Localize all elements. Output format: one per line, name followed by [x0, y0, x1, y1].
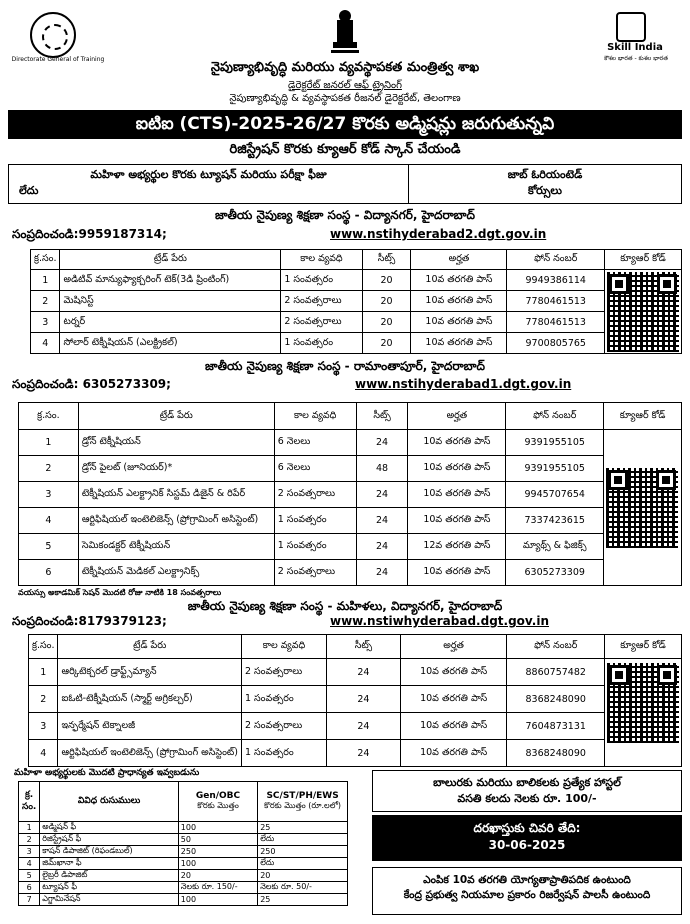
table-row: 1 అడిటివ్ మాన్యుఫ్యాక్చరింగ్ టెక్(3డి ప్రింటింగ్) 1 సంవత్సరం 20 10వ తరగతి పాస్ 9949386114: [31, 270, 682, 291]
institute-1-name: జాతీయ నైపుణ్య శిక్షణా సంస్థ - విద్యానగర్, హైదరాబాద్: [214, 208, 476, 222]
qr-instruction: రిజిస్ట్రేషన్ కొరకు క్యూఆర్ కోడ్ స్కాన్ చేయండి: [229, 142, 461, 157]
table-row: 2 డ్రోన్ పైలట్ (జూనియర్)* 6 నెలలు 48 10వ తరగతి పాస్ 9391955105: [19, 456, 682, 482]
col-duration: కాల వ్యవధి: [281, 250, 362, 270]
national-emblem-icon: [328, 6, 362, 56]
table-row: 3 టర్నర్ 2 సంవత్సరాలు 20 10వ తరగతి పాస్ 7780461513: [31, 312, 682, 333]
dgt-logo: [30, 12, 76, 58]
institute-3-qr-cell: [605, 659, 682, 767]
col-eligibility: అర్హత: [408, 403, 506, 430]
table-row: 4 ఆర్టిఫిషియల్ ఇంటెలిజెన్స్ (ప్రోగ్రామింగ్ అసిస్టెంట్) 1 సంవత్సరం 24 10వ తరగతి పాస్ 7337423615: [19, 508, 682, 534]
col-qr: క్యూఆర్ కోడ్: [605, 250, 682, 270]
col-qr: క్యూఆర్ కోడ్: [604, 403, 682, 430]
regional-directorate: నైపుణ్యాభివృద్ధి & వ్యవస్థాపకత రీజనల్ డైరెక్టరేట్, తెలంగాణ: [229, 93, 461, 104]
col-sno: క్ర.సం.: [19, 403, 79, 430]
fee-col-sc: SC/ST/PH/EWS కొరకు మొత్తం (రూ.లలో): [258, 782, 348, 822]
women-priority-note: మహిళా అభ్యర్థులకు మొదటి ప్రాధాన్యత ఇవ్వబడును: [14, 768, 200, 778]
highlights-box: [8, 164, 682, 204]
table-row: 4 సోలార్ టెక్నీషియన్ (ఎలక్ట్రికల్) 1 సంవత్సరం 20 10వ తరగతి పాస్ 9700805765: [31, 333, 682, 354]
col-phone: ఫోన్ నంబర్: [507, 250, 605, 270]
fee-col-name: వివిధ రుసుములు: [40, 782, 179, 822]
selection-policy-box: ఎంపిక 10వ తరగతి యోగ్యతాప్రాతిపదిక ఉంటుంది కేంద్ర ప్రభుత్వ నియమాల ప్రకారం రిజర్వేషన్ పాలసీ ఉంటుంది: [372, 867, 682, 915]
fee-table: [18, 781, 348, 906]
table-row: 6 టెక్నీషియన్ మెడికల్ ఎలక్ట్రానిక్స్ 2 సంవత్సరాలు 24 10వ తరగతి పాస్ 6305273309: [19, 560, 682, 586]
institute-3-name: జాతీయ నైపుణ్య శిక్షణా సంస్థ - మహిళలు, విద్యానగర్, హైదరాబాద్: [187, 599, 503, 613]
directorate-name: డైరెక్టరేట్ జనరల్ ఆఫ్ ట్రైనింగ్: [288, 80, 402, 91]
col-seats: సీట్స్: [362, 250, 411, 270]
col-seats: సీట్స్: [327, 635, 401, 659]
table-row: 1 డ్రోన్ టెక్నీషియన్ 6 నెలలు 24 10వ తరగతి పాస్ 9391955105: [19, 430, 682, 456]
col-trade: ట్రేడ్ పేరు: [58, 635, 241, 659]
col-phone: ఫోన్ నంబర్: [506, 403, 604, 430]
col-duration: కాల వ్యవధి: [274, 403, 356, 430]
admission-banner: ఐటిఐ (CTS)-2025-26/27 కొరకు అడ్మిషన్లు జరుగుతున్నవి: [8, 110, 682, 139]
table-row: 2 మెషినిస్ట్ 2 సంవత్సరాలు 20 10వ తరగతి పాస్ 7780461513: [31, 291, 682, 312]
dgt-logo-caption: Directorate General of Training: [11, 56, 105, 63]
institute-2-qr-cell: [604, 430, 682, 586]
qr-code-icon[interactable]: [606, 468, 678, 548]
hostel-box: బాలురకు మరియు బాలికలకు ప్రత్యేక హాస్టల్ వసతి కలదు నెలకు రూ. 100/-: [372, 770, 682, 812]
fee-row: 2 రిజిస్ట్రేషన్ ఫీ 50 లేదు: [19, 834, 348, 846]
fee-row: 6 ట్యూషన్ ఫీ నెలకు రూ. 150/- నెలకు రూ. 50/-: [19, 882, 348, 894]
col-sno: క్ర.సం.: [31, 250, 60, 270]
col-eligibility: అర్హత: [400, 635, 507, 659]
fee-row: 7 ఎగ్జామినేషన్ 100 25: [19, 894, 348, 906]
fee-row: 5 లైబ్రరీ డిపాజిట్ 20 20: [19, 870, 348, 882]
fee-col-gen: Gen/OBC కొరకు మొత్తం: [178, 782, 257, 822]
institute-2-name: జాతీయ నైపుణ్య శిక్షణా సంస్థ - రామాంతాపూర్, హైదరాబాద్: [205, 359, 485, 373]
col-eligibility: అర్హత: [411, 250, 507, 270]
institute-2-table: [18, 402, 682, 586]
age-note: వయస్సు అకాడమిక్ సెషన్ మొదటి రోజు నాటికి 18 సంవత్సరాలు: [18, 588, 222, 597]
table-row: 5 సెమికండక్టర్ టెక్నీషియన్ 1 సంవత్సరం 24 12వ తరగతి పాస్ మ్యాథ్స్ & ఫిజిక్స్: [19, 534, 682, 560]
col-qr: క్యూఆర్ కోడ్: [605, 635, 682, 659]
institute-2-url[interactable]: www.nstihyderabad1.dgt.gov.in: [355, 377, 572, 391]
table-row: 1 ఆర్కిటెక్చరల్ డ్రాఫ్ట్స్‌మ్యాన్ 2 సంవత్సరాలు 24 10వ తరగతి పాస్ 8860757482: [29, 659, 682, 686]
women-fee-waiver: మహిళా అభ్యర్థుల కొరకు ట్యూషన్ మరియు పరీక్షా ఫీజు లేదు: [9, 165, 409, 203]
job-oriented-courses: జాబ్ ఓరియంటెడ్ కోర్సులు: [507, 168, 583, 197]
institute-1-url[interactable]: www.nstihyderabad2.dgt.gov.in: [330, 227, 547, 241]
table-row: 3 ఇన్ఫర్మేషన్ టెక్నాలజీ 2 సంవత్సరాలు 24 10వ తరగతి పాస్ 7604873131: [29, 713, 682, 740]
table-row: 3 టెక్నీషియన్ ఎలక్ట్రానిక్ సిస్టమ్ డిజైన్ & రిపేర్ 2 సంవత్సరాలు 24 10వ తరగతి పాస్ 9945707654: [19, 482, 682, 508]
institute-3-contact: సంప్రదించండి:8179379123;: [12, 614, 167, 628]
table-row: 4 ఆర్టిఫిషియల్ ఇంటెలిజెన్స్ (ప్రోగ్రామింగ్ అసిస్టెంట్) 1 సంవత్సరం 24 10వ తరగతి పాస్ 8368248090: [29, 740, 682, 767]
institute-1-table: [30, 249, 682, 354]
skill-india-logo-icon: [616, 12, 646, 42]
fee-row: 4 జిమ్‌ఖానా ఫీ 100 లేదు: [19, 858, 348, 870]
skill-india-subtitle: కౌశల భారత - కుశల భారత: [604, 55, 668, 62]
institute-1-qr-cell: [605, 270, 682, 354]
institute-3-url[interactable]: www.nstiwhyderabad.dgt.gov.in: [330, 614, 549, 628]
col-phone: ఫోన్ నంబర్: [507, 635, 605, 659]
institute-3-table: [28, 634, 682, 767]
col-seats: సీట్స్: [356, 403, 408, 430]
qr-code-icon[interactable]: [607, 663, 679, 743]
col-duration: కాల వ్యవధి: [241, 635, 326, 659]
fee-row: 3 కాషన్ డిపాజిట్ (రిఫండబుల్) 250 250: [19, 846, 348, 858]
ministry-name: నైపుణ్యాభివృద్ధి మరియు వ్యవస్థాపకత మంత్రిత్వ శాఖ: [210, 60, 480, 75]
table-row: 2 ఐఓటి-టెక్నీషియన్ (స్మార్ట్ అగ్రికల్చర్) 1 సంవత్సరం 24 10వ తరగతి పాస్ 8368248090: [29, 686, 682, 713]
col-trade: ట్రేడ్ పేరు: [60, 250, 281, 270]
col-sno: క్ర.సం.: [29, 635, 58, 659]
fee-col-sno: క్ర. సం.: [19, 782, 40, 822]
institute-1-contact: సంప్రదించండి:9959187314;: [12, 227, 167, 241]
fee-row: 1 అడ్మిషన్ ఫీ 100 25: [19, 822, 348, 834]
qr-code-icon[interactable]: [607, 272, 679, 352]
institute-2-contact: సంప్రదించండి: 6305273309;: [12, 377, 171, 391]
skill-india-title: Skill India: [607, 42, 663, 53]
col-trade: ట్రేడ్ పేరు: [78, 403, 274, 430]
deadline-box: దరఖాస్తుకు చివరి తేది: 30-06-2025: [372, 815, 682, 861]
